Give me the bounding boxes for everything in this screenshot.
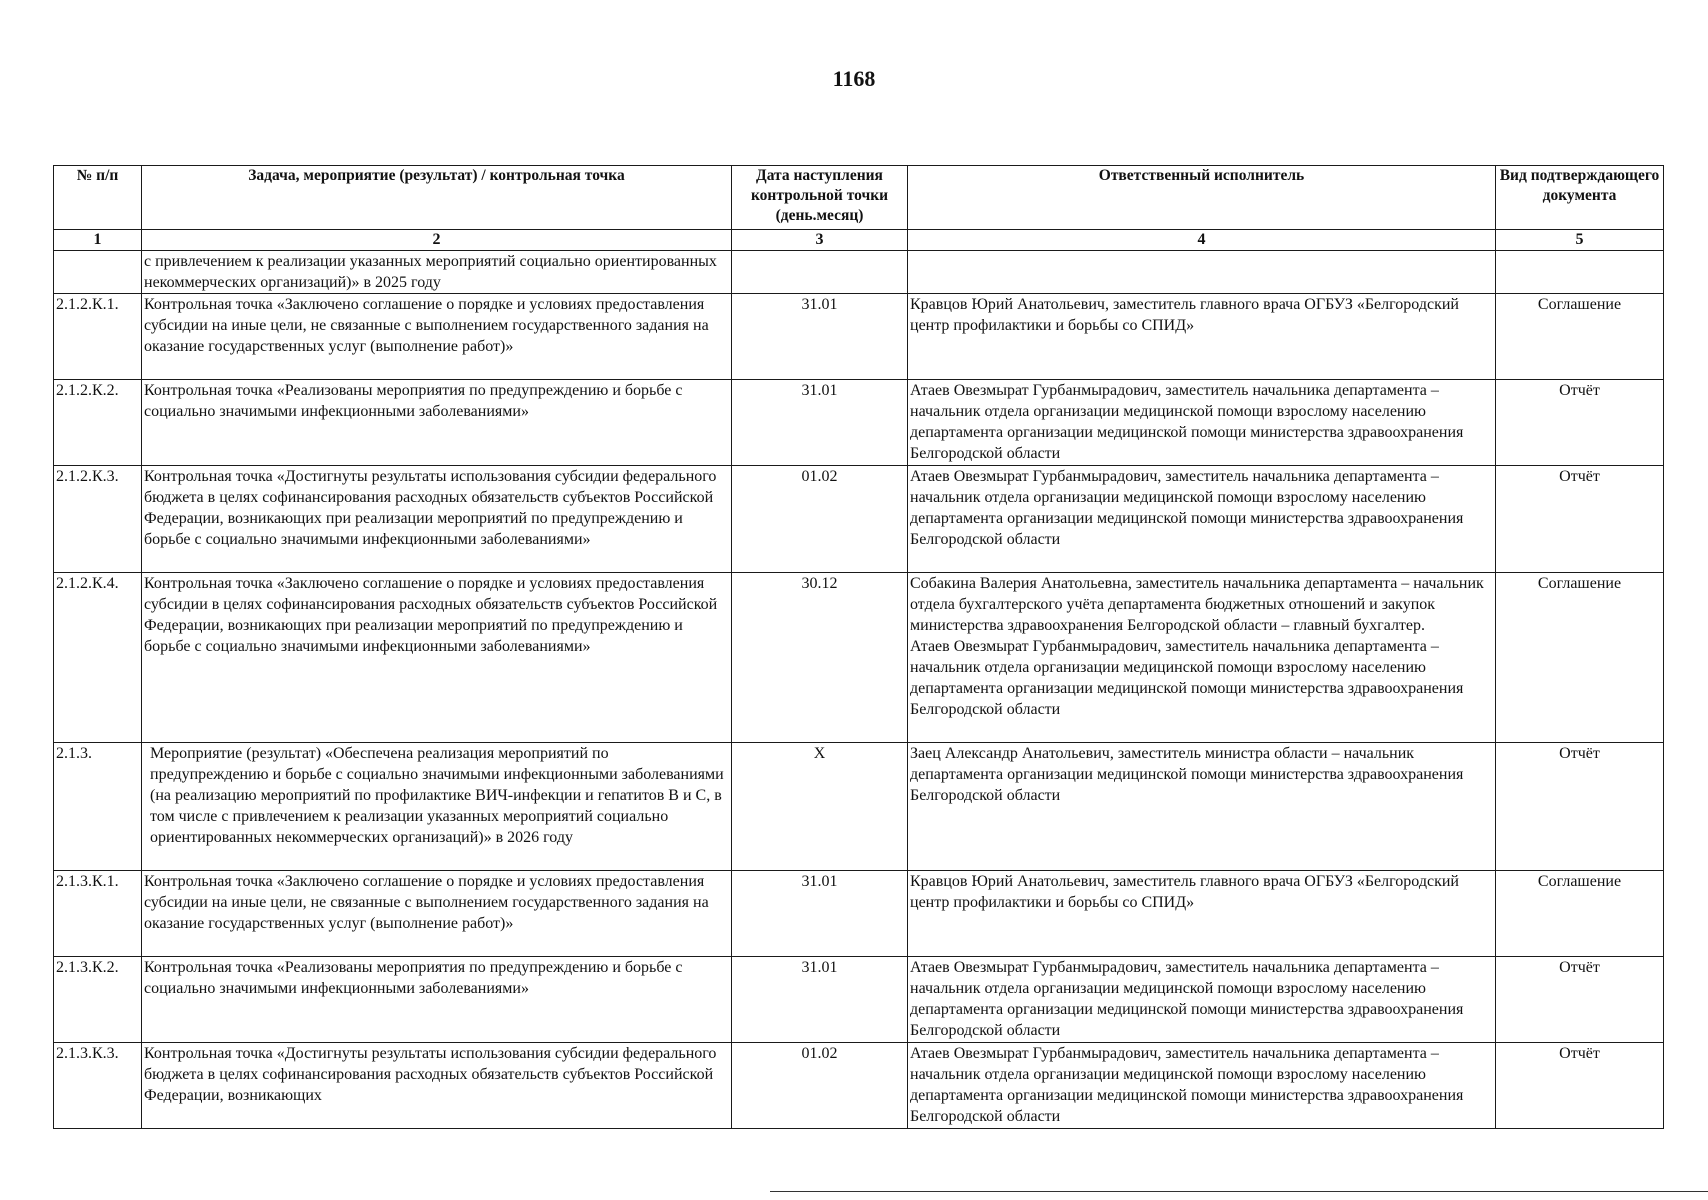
header-date: Дата наступления контрольной точки (день.месяц): [732, 166, 908, 230]
responsible-person: Собакина Валерия Анатольевна, заместитель начальника департамента – начальник отдела бухгалтерского учёта департамента бюджетных отношений и закупок министерства здравоохранения Белгородской области – главный бухгалтер.: [910, 575, 1484, 634]
row-num: 2.1.2.К.3.: [54, 466, 142, 573]
table-row: [54, 1043, 1664, 1129]
header-doc: Вид подтверждающего документа: [1496, 166, 1664, 230]
row-task: Контрольная точка «Заключено соглашение о порядке и условиях предоставления субсидии на иные цели, не связанные с выполнением государственного задания на оказание государственных услуг (выполнение работ)»: [142, 294, 732, 380]
column-number: 5: [1496, 230, 1664, 251]
row-responsible: Атаев Овезмырат Гурбанмырадович, заместитель начальника департамента – начальник отдела организации медицинской помощи взрослому населению департамента организации медицинской помощи министерства здравоохранения Белгородской области: [908, 957, 1496, 1043]
row-date: 31.01: [732, 294, 908, 380]
row-responsible: Кравцов Юрий Анатольевич, заместитель главного врача ОГБУЗ «Белгородский центр профилактики и борьбы со СПИД»: [908, 294, 1496, 380]
column-number-row: [54, 230, 1664, 251]
row-task: Контрольная точка «Заключено соглашение о порядке и условиях предоставления субсидии на иные цели, не связанные с выполнением государственного задания на оказание государственных услуг (выполнение работ)»: [142, 871, 732, 957]
table-row: [54, 871, 1664, 957]
row-num: 2.1.3.К.3.: [54, 1043, 142, 1129]
row-num: 2.1.3.: [54, 743, 142, 871]
row-date: 31.01: [732, 871, 908, 957]
row-responsible: Кравцов Юрий Анатольевич, заместитель главного врача ОГБУЗ «Белгородский центр профилактики и борьбы со СПИД»: [908, 871, 1496, 957]
header-responsible: Ответственный исполнитель: [908, 166, 1496, 230]
row-responsible: Заец Александр Анатольевич, заместитель министра области – начальник департамента организации медицинской помощи министерства здравоохранения Белгородской области: [908, 743, 1496, 871]
row-num: [54, 251, 142, 294]
row-date: 31.01: [732, 957, 908, 1043]
row-num: 2.1.3.К.1.: [54, 871, 142, 957]
row-date: 01.02: [732, 466, 908, 573]
row-responsible: [908, 251, 1496, 294]
table-row: [54, 957, 1664, 1043]
row-task: Контрольная точка «Достигнуты результаты использования субсидии федерального бюджета в целях софинансирования расходных обязательств субъектов Российской Федерации, возникающих при реализации мероприятий по предупреждению и борьбе с социально значимыми инфекционными заболеваниями»: [142, 466, 732, 573]
column-number: 2: [142, 230, 732, 251]
table-row: [54, 743, 1664, 871]
footer-divider: [770, 1191, 1708, 1192]
row-doc: Отчёт: [1496, 957, 1664, 1043]
row-task: Контрольная точка «Заключено соглашение о порядке и условиях предоставления субсидии в целях софинансирования расходных обязательств субъектов Российской Федерации, возникающих при реализации мероприятий по предупреждению и борьбе с социально значимыми инфекционными заболеваниями»: [142, 573, 732, 743]
table-row: [54, 573, 1664, 743]
row-doc: Соглашение: [1496, 294, 1664, 380]
row-doc: Отчёт: [1496, 1043, 1664, 1129]
row-responsible: [908, 573, 1496, 743]
row-date: [732, 251, 908, 294]
row-doc: Отчёт: [1496, 743, 1664, 871]
control-points-table: [53, 165, 1664, 1129]
row-num: 2.1.3.К.2.: [54, 957, 142, 1043]
row-task: Контрольная точка «Реализованы мероприятия по предупреждению и борьбе с социально значимыми инфекционными заболеваниями»: [142, 957, 732, 1043]
row-num: 2.1.2.К.1.: [54, 294, 142, 380]
column-number: 1: [54, 230, 142, 251]
table-row: [54, 380, 1664, 466]
header-num: № п/п: [54, 166, 142, 230]
row-date: 01.02: [732, 1043, 908, 1129]
column-number: 4: [908, 230, 1496, 251]
row-task: Мероприятие (результат) «Обеспечена реализация мероприятий по предупреждению и борьбе с социально значимыми инфекционными заболеваниями (на реализацию мероприятий по профилактике ВИЧ-инфекции и гепатитов В и С, в том числе с привлечением к реализации указанных мероприятий социально ориентированных некоммерческих организаций)» в 2026 году: [142, 743, 732, 871]
row-task: Контрольная точка «Достигнуты результаты использования субсидии федерального бюджета в целях софинансирования расходных обязательств субъектов Российской Федерации, возникающих: [142, 1043, 732, 1129]
row-responsible: Атаев Овезмырат Гурбанмырадович, заместитель начальника департамента – начальник отдела организации медицинской помощи взрослому населению департамента организации медицинской помощи министерства здравоохранения Белгородской области: [908, 380, 1496, 466]
row-task: Контрольная точка «Реализованы мероприятия по предупреждению и борьбе с социально значимыми инфекционными заболеваниями»: [142, 380, 732, 466]
row-doc: Отчёт: [1496, 380, 1664, 466]
column-number: 3: [732, 230, 908, 251]
table-row: [54, 466, 1664, 573]
header-task: Задача, мероприятие (результат) / контрольная точка: [142, 166, 732, 230]
row-num: 2.1.2.К.4.: [54, 573, 142, 743]
row-responsible: Атаев Овезмырат Гурбанмырадович, заместитель начальника департамента – начальник отдела организации медицинской помощи взрослому населению департамента организации медицинской помощи министерства здравоохранения Белгородской области: [908, 466, 1496, 573]
responsible-person: Атаев Овезмырат Гурбанмырадович, заместитель начальника департамента – начальник отдела организации медицинской помощи взрослому населению департамента организации медицинской помощи министерства здравоохранения Белгородской области: [910, 638, 1464, 718]
row-doc: Соглашение: [1496, 871, 1664, 957]
row-date: 30.12: [732, 573, 908, 743]
header-row: [54, 166, 1664, 230]
row-date: Х: [732, 743, 908, 871]
row-doc: Отчёт: [1496, 466, 1664, 573]
row-num: 2.1.2.К.2.: [54, 380, 142, 466]
table-row: [54, 251, 1664, 294]
row-doc: [1496, 251, 1664, 294]
row-doc: Соглашение: [1496, 573, 1664, 743]
row-task: с привлечением к реализации указанных мероприятий социально ориентированных некоммерческих организаций)» в 2025 году: [142, 251, 732, 294]
page-number: 1168: [832, 66, 876, 91]
row-date: 31.01: [732, 380, 908, 466]
table-row: [54, 294, 1664, 380]
row-responsible: Атаев Овезмырат Гурбанмырадович, заместитель начальника департамента – начальник отдела организации медицинской помощи взрослому населению департамента организации медицинской помощи министерства здравоохранения Белгородской области: [908, 1043, 1496, 1129]
